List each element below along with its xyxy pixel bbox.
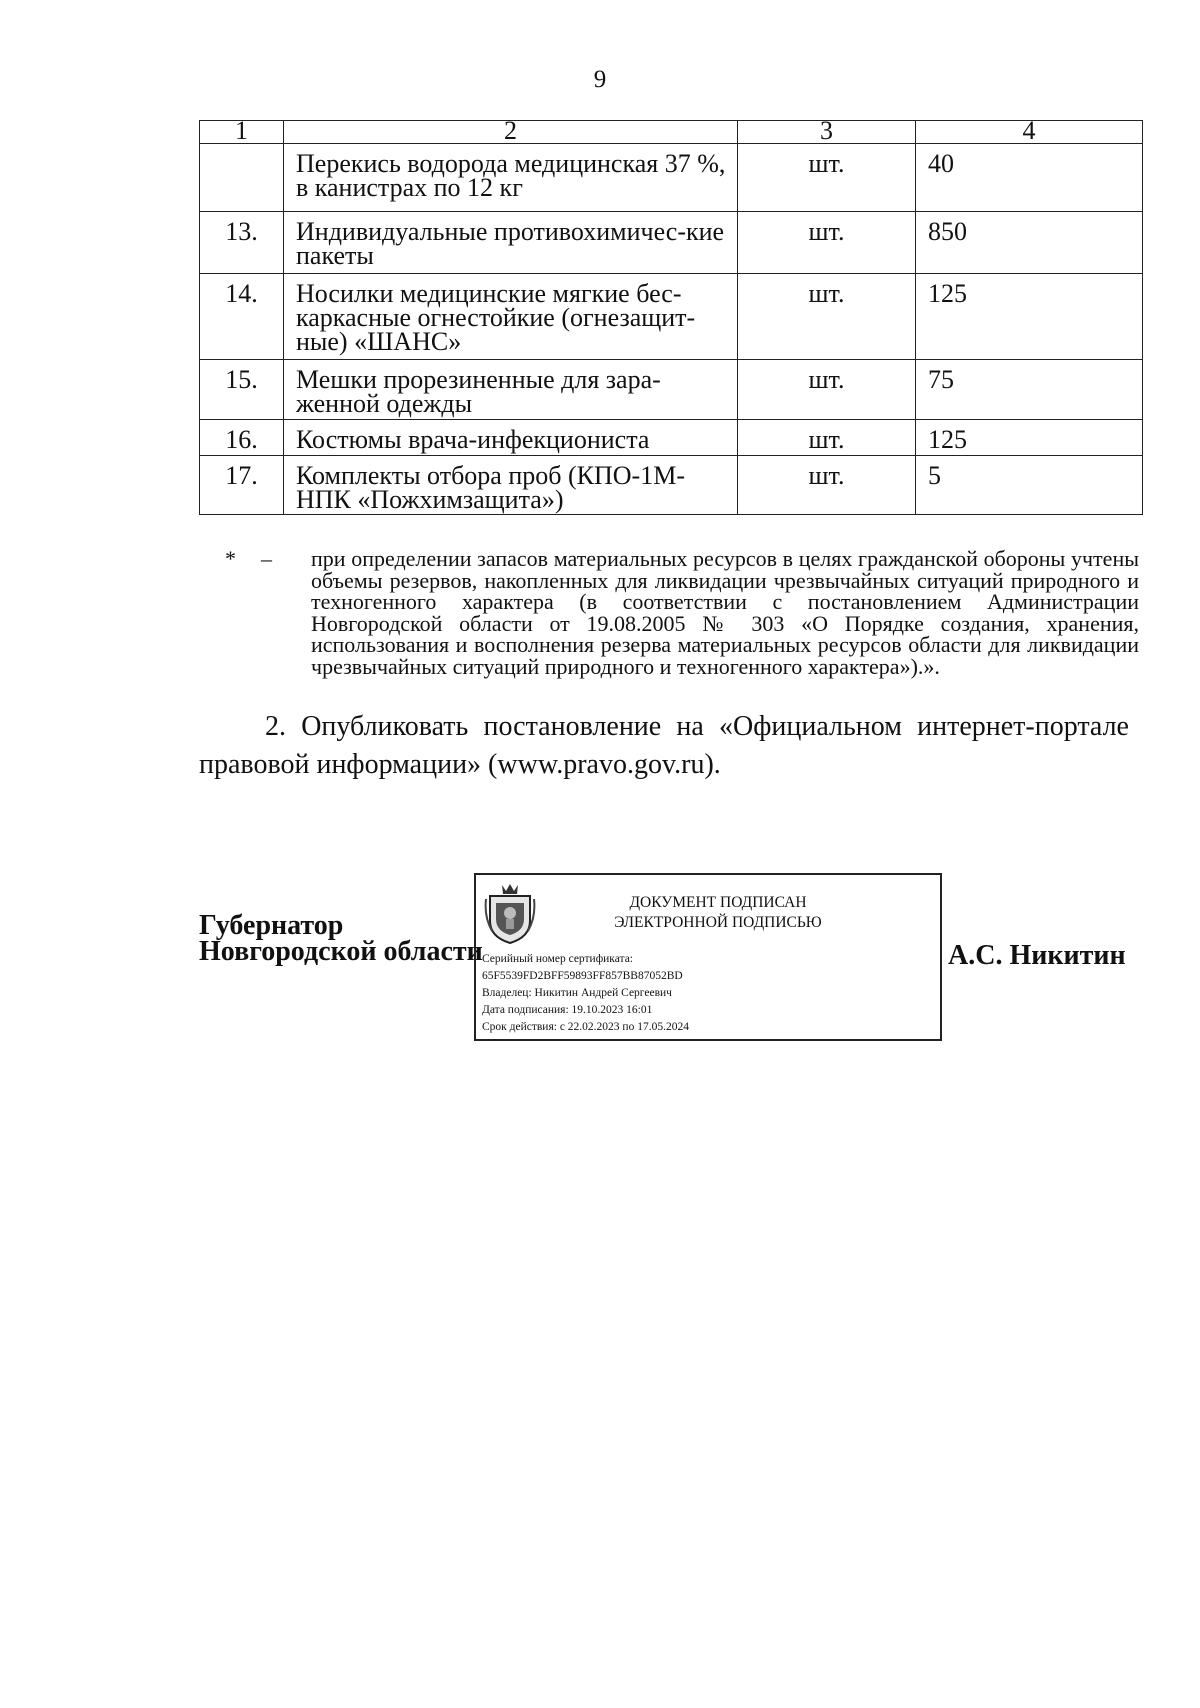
column-header: 2 xyxy=(284,121,738,144)
item-quantity: 75 xyxy=(916,360,1143,420)
certificate-serial: 65F5539FD2BFF59893FF857BB87052BD xyxy=(482,970,683,982)
footnote xyxy=(199,548,1139,677)
signer-title-line: Новгородской области xyxy=(199,936,483,967)
item-unit: шт. xyxy=(738,360,916,420)
signer-name: А.С. Никитин xyxy=(948,940,1126,971)
table-header-row xyxy=(200,121,1143,144)
table-row xyxy=(200,212,1143,274)
coat-of-arms-icon xyxy=(484,881,536,945)
item-quantity: 40 xyxy=(916,144,1143,212)
table-row xyxy=(200,456,1143,515)
publication-paragraph: 2. Опубликовать постановление на «Официальном интернет-портале правовой информации» (www.pravo.gov.ru). xyxy=(199,711,1129,780)
page-number: 9 xyxy=(593,66,607,93)
certificate-validity: Срок действия: с 22.02.2023 по 17.05.2024 xyxy=(482,1021,689,1033)
item-name: Перекись водорода медицинская 37 %, в канистрах по 12 кг xyxy=(284,144,738,212)
item-name: Носилки медицинские мягкие бес-каркасные огнестойкие (огнезащит-ные) «ШАНС» xyxy=(284,274,738,360)
row-number: 16. xyxy=(200,420,284,456)
column-header: 1 xyxy=(200,121,284,144)
item-unit: шт. xyxy=(738,420,916,456)
item-quantity: 125 xyxy=(916,420,1143,456)
item-quantity: 850 xyxy=(916,212,1143,274)
row-number: 13. xyxy=(200,212,284,274)
signer-title xyxy=(199,910,483,967)
certificate-owner: Владелец: Никитин Андрей Сергеевич xyxy=(482,987,672,999)
item-name: Мешки прорезиненные для зара-женной одежды xyxy=(284,360,738,420)
item-unit: шт. xyxy=(738,274,916,360)
certificate-serial-label: Серийный номер сертификата: xyxy=(482,953,633,965)
footnote-asterisk: * xyxy=(225,546,236,571)
item-name: Костюмы врача-инфекциониста xyxy=(284,420,738,456)
stamp-title-line: ДОКУМЕНТ ПОДПИСАН xyxy=(629,894,807,911)
item-name: Комплекты отбора проб (КПО-1М-НПК «Пожхимзащита») xyxy=(284,456,738,515)
item-quantity: 5 xyxy=(916,456,1143,515)
electronic-signature-stamp xyxy=(474,873,942,1041)
item-unit: шт. xyxy=(738,212,916,274)
stamp-title-line: ЭЛЕКТРОННОЙ ПОДПИСЬЮ xyxy=(614,914,822,931)
row-number: 15. xyxy=(200,360,284,420)
item-unit: шт. xyxy=(738,144,916,212)
item-name: Индивидуальные противохимичес-кие пакеты xyxy=(284,212,738,274)
footnote-text: при определении запасов материальных ресурсов в целях гражданской обороны учтены объемы резервов, накопленных для ликвидации чрезвычайных ситуаций природного и техногенного характера (в соответствии с постановлением Администрации Новгородской области от 19.08.2005 № 303 «О Порядке создания, хранения, использования и восполнения резерва материальных ресурсов области для ликвидации чрезвычайных ситуаций природного и техногенного характера»).». xyxy=(311,546,1139,679)
table-row xyxy=(200,144,1143,212)
footnote-dash: – xyxy=(261,546,272,571)
item-unit: шт. xyxy=(738,456,916,515)
row-number: 14. xyxy=(200,274,284,360)
stamp-details xyxy=(482,951,689,1036)
signing-date: Дата подписания: 19.10.2023 16:01 xyxy=(482,1004,653,1016)
table-row xyxy=(200,420,1143,456)
row-number xyxy=(200,144,284,212)
table-row xyxy=(200,360,1143,420)
stamp-title xyxy=(538,893,898,933)
materials-table xyxy=(199,116,1143,515)
table-row xyxy=(200,274,1143,360)
column-header: 3 xyxy=(738,121,916,144)
row-number: 17. xyxy=(200,456,284,515)
signer-title-line: Губернатор xyxy=(199,910,344,941)
column-header: 4 xyxy=(916,121,1143,144)
item-quantity: 125 xyxy=(916,274,1143,360)
